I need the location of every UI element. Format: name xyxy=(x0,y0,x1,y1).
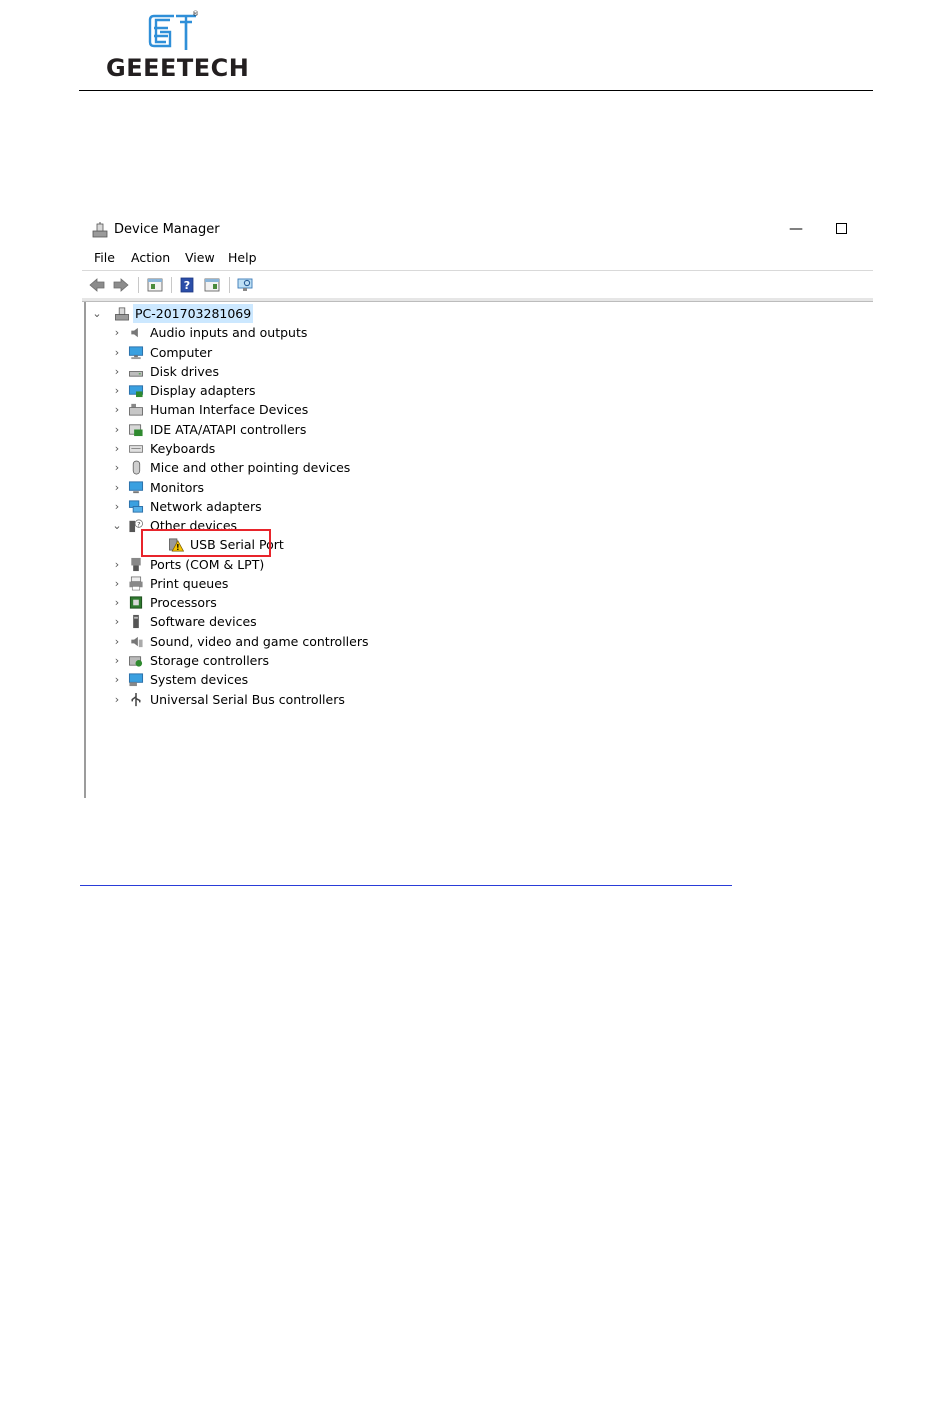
device-manager-window xyxy=(82,214,873,798)
processor-icon xyxy=(128,595,144,610)
chevron-down-icon[interactable]: ⌄ xyxy=(92,307,102,320)
chevron-right-icon[interactable]: › xyxy=(114,596,120,610)
geeetech-logo xyxy=(106,10,250,82)
display-adapter-icon xyxy=(128,383,144,398)
hyperlink-underline[interactable] xyxy=(80,885,732,886)
svg-text:?: ? xyxy=(137,520,141,529)
tree-category[interactable] xyxy=(112,690,372,709)
ide-controller-icon xyxy=(128,422,144,437)
hid-icon xyxy=(128,402,144,417)
tree-node-label: Ports (COM & LPT) xyxy=(150,556,265,572)
monitor-icon xyxy=(128,480,144,495)
toolbar-separator xyxy=(171,277,172,293)
back-arrow-icon[interactable] xyxy=(88,276,106,294)
tree-category[interactable] xyxy=(112,381,372,400)
window-title: Device Manager xyxy=(114,222,220,237)
registered-mark: ® xyxy=(192,10,199,18)
tree-category[interactable] xyxy=(112,555,372,574)
tree-node-label: Software devices xyxy=(150,614,257,630)
chevron-down-icon[interactable]: ⌄ xyxy=(112,519,122,533)
tree-node-label: Computer xyxy=(150,344,213,360)
tree-category[interactable] xyxy=(112,574,372,593)
tree-node-label: Print queues xyxy=(150,575,229,591)
chevron-right-icon[interactable]: › xyxy=(114,576,120,590)
tree-category[interactable] xyxy=(112,420,372,439)
tree-category[interactable] xyxy=(112,651,372,670)
tree-root-label: PC-201703281069 xyxy=(135,306,252,321)
chevron-right-icon[interactable]: › xyxy=(114,441,120,455)
storage-controller-icon xyxy=(128,653,144,668)
port-icon xyxy=(128,557,144,572)
chevron-right-icon[interactable]: › xyxy=(114,403,120,417)
tree-node-label: System devices xyxy=(150,672,249,688)
tree-node-label: USB Serial Port xyxy=(190,537,284,553)
properties-icon[interactable] xyxy=(146,276,164,294)
chevron-right-icon[interactable]: › xyxy=(114,557,120,571)
sound-controller-icon xyxy=(128,634,144,649)
menu-bar xyxy=(82,248,873,268)
printer-icon xyxy=(128,576,144,591)
tree-node-label: Sound, video and game controllers xyxy=(150,633,369,649)
tree-category[interactable] xyxy=(112,362,372,381)
chevron-right-icon[interactable]: › xyxy=(114,461,120,475)
tree-node-label: Mice and other pointing devices xyxy=(150,460,351,476)
chevron-right-icon[interactable]: › xyxy=(114,615,120,629)
computer-root-icon xyxy=(114,306,130,321)
tree-node-label: Human Interface Devices xyxy=(150,402,309,418)
toolbar-separator xyxy=(138,277,139,293)
network-adapter-icon xyxy=(128,499,144,514)
logo-text: GEEETECH xyxy=(106,54,250,82)
tree-category[interactable] xyxy=(112,497,372,516)
menu-help[interactable]: Help xyxy=(228,250,257,265)
tree-node-label: Disk drives xyxy=(150,363,219,379)
chevron-right-icon[interactable]: › xyxy=(114,480,120,494)
tree-node-label: Other devices xyxy=(150,518,238,534)
tree-node-label: IDE ATA/ATAPI controllers xyxy=(150,421,307,437)
toolbar xyxy=(82,270,873,299)
tree-category[interactable] xyxy=(112,593,372,612)
minimize-button[interactable]: — xyxy=(789,221,803,237)
title-bar xyxy=(82,214,873,244)
geeetech-logo-mark-icon xyxy=(144,10,200,54)
chevron-right-icon[interactable]: › xyxy=(114,499,120,513)
scan-hardware-icon[interactable] xyxy=(236,276,254,294)
chevron-right-icon[interactable]: › xyxy=(114,345,120,359)
menu-view[interactable]: View xyxy=(185,250,215,265)
chevron-right-icon[interactable]: › xyxy=(114,692,120,706)
tree-node-label: Monitors xyxy=(150,479,205,495)
tree-category[interactable] xyxy=(112,670,372,689)
menu-action[interactable]: Action xyxy=(131,250,171,265)
tree-node-label: Display adapters xyxy=(150,383,256,399)
device-manager-icon xyxy=(92,222,108,238)
tree-category[interactable] xyxy=(112,612,372,631)
mouse-icon xyxy=(128,460,144,475)
chevron-right-icon[interactable]: › xyxy=(114,422,120,436)
system-device-icon xyxy=(128,672,144,687)
tree-node-label: Universal Serial Bus controllers xyxy=(150,691,345,707)
chevron-right-icon[interactable]: › xyxy=(114,634,120,648)
tree-root[interactable] xyxy=(92,304,292,323)
help-icon[interactable] xyxy=(178,276,196,294)
tree-category[interactable] xyxy=(112,323,372,342)
tree-category[interactable] xyxy=(112,632,372,651)
speaker-icon xyxy=(128,325,144,340)
tree-category[interactable] xyxy=(112,400,372,419)
tree-node-label: Processors xyxy=(150,595,217,611)
tree-category[interactable] xyxy=(112,439,372,458)
highlight-box xyxy=(141,529,271,557)
chevron-right-icon[interactable]: › xyxy=(114,326,120,340)
chevron-right-icon[interactable]: › xyxy=(114,364,120,378)
header-rule xyxy=(79,90,873,91)
computer-icon xyxy=(128,345,144,360)
tree-category[interactable] xyxy=(112,458,372,477)
tree-category[interactable] xyxy=(112,343,372,362)
svg-text:?: ? xyxy=(183,279,191,292)
usb-icon xyxy=(128,692,144,707)
maximize-button[interactable] xyxy=(836,223,847,234)
tree-node-label: Storage controllers xyxy=(150,653,270,669)
chevron-right-icon[interactable]: › xyxy=(114,384,120,398)
software-device-icon xyxy=(128,614,144,629)
chevron-right-icon[interactable]: › xyxy=(114,673,120,687)
svg-text:!: ! xyxy=(176,543,180,553)
disk-drive-icon xyxy=(128,364,144,379)
tree-node-label: Keyboards xyxy=(150,440,216,456)
toolbar-separator xyxy=(229,277,230,293)
tree-node-label: Network adapters xyxy=(150,498,262,514)
chevron-right-icon[interactable]: › xyxy=(114,654,120,668)
keyboard-icon xyxy=(128,441,144,456)
tree-node-label: Audio inputs and outputs xyxy=(150,325,308,341)
tree-category[interactable] xyxy=(112,478,372,497)
forward-arrow-icon[interactable] xyxy=(112,276,130,294)
menu-file[interactable]: File xyxy=(94,250,115,265)
update-driver-icon[interactable] xyxy=(203,276,221,294)
